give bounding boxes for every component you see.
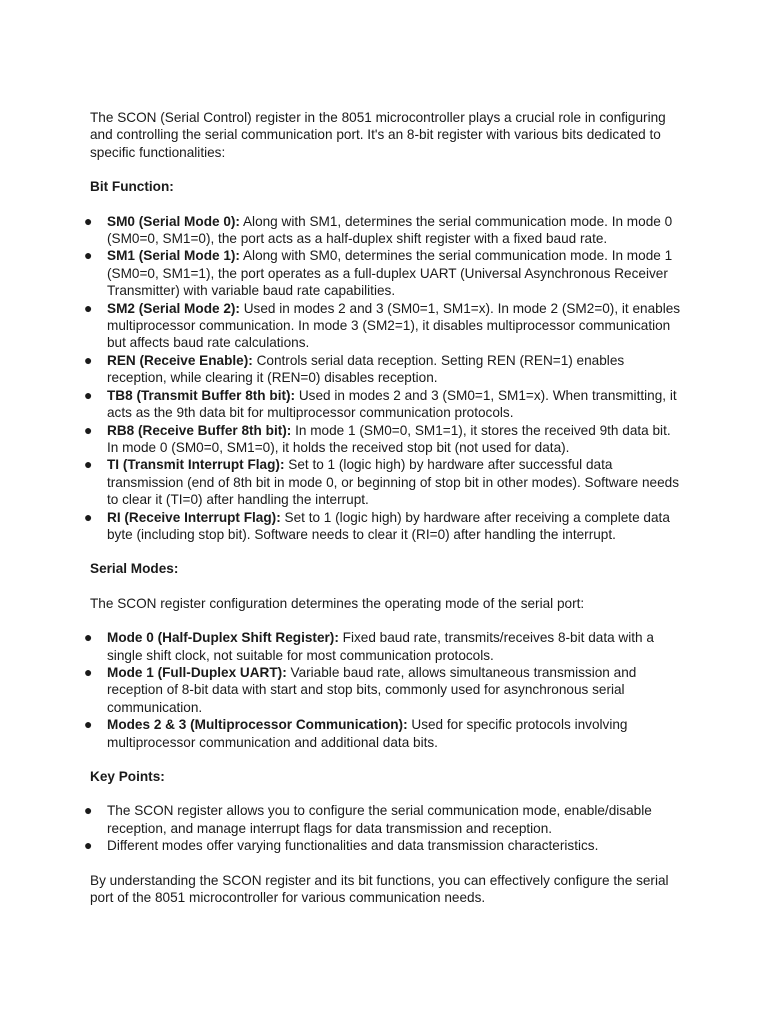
list-item-text: The SCON register allows you to configure the serial communication mode, enable/disable reception, and manage interrupt flags for data transmission and reception. bbox=[107, 803, 652, 836]
list-item bbox=[84, 456, 682, 508]
list-item-text: Along with SM0, determines the serial communication mode. In mode 1 (SM0=0, SM1=1), the port operates as a full-duplex UART (Universal Asynchronous Receiver Transmitter) with variable baud rate capabilities. bbox=[107, 248, 673, 299]
list-item bbox=[84, 351, 682, 387]
list-item bbox=[84, 508, 682, 544]
list-item bbox=[84, 421, 682, 457]
list-item-term: RB8 (Receive Buffer 8th bit): bbox=[107, 422, 292, 438]
list-item-text: Used for specific protocols involving multiprocessor communication and additional data bits. bbox=[107, 717, 628, 750]
list-item-term: Modes 2 & 3 (Multiprocessor Communication): bbox=[107, 717, 408, 733]
list-item-term: SM1 (Serial Mode 1): bbox=[107, 248, 240, 264]
bullet-icon: ● bbox=[84, 508, 93, 525]
list-item-term: SM2 (Serial Mode 2): bbox=[107, 300, 240, 316]
list-item bbox=[84, 386, 682, 422]
list-item-term: TI (Transmit Interrupt Flag): bbox=[107, 457, 285, 473]
list-item bbox=[84, 837, 682, 854]
list-item-text: Set to 1 (logic high) by hardware after successful data transmission (end of 8th bit in mode 0, or beginning of stop bit in other modes). Software needs to clear it (TI=0) after handling the interrupt. bbox=[107, 457, 680, 508]
bullet-icon: ● bbox=[84, 663, 93, 680]
list-item-term: Mode 1 (Full-Duplex UART): bbox=[107, 664, 287, 680]
bit-function-heading: Bit Function: bbox=[90, 179, 174, 195]
list-item-text: Different modes offer varying functionalities and data transmission characteristics. bbox=[107, 838, 599, 854]
list-item-term: SM0 (Serial Mode 0): bbox=[107, 213, 240, 229]
list-item-text: Used in modes 2 and 3 (SM0=1, SM1=x). In mode 2 (SM2=0), it enables multiprocessor communication. In mode 3 (SM2=1), it disables multiprocessor communication but affects baud rate calculations. bbox=[107, 300, 681, 351]
list-item bbox=[84, 212, 682, 248]
list-item bbox=[84, 663, 682, 716]
list-item bbox=[84, 802, 682, 837]
list-item-term: RI (Receive Interrupt Flag): bbox=[107, 509, 281, 525]
bullet-icon: ● bbox=[84, 351, 93, 368]
list-item-text: Set to 1 (logic high) by hardware after receiving a complete data byte (including stop bit). Software needs to clear it (RI=0) after handling the interrupt. bbox=[107, 509, 670, 542]
serial-modes-paragraph: The SCON register configuration determines the operating mode of the serial port: bbox=[90, 595, 585, 611]
bullet-icon: ● bbox=[84, 716, 93, 733]
list-item-text: Variable baud rate, allows simultaneous transmission and reception of 8-bit data with start and stop bits, commonly used for asynchronous serial communication. bbox=[107, 664, 637, 715]
list-item bbox=[84, 716, 682, 751]
list-item bbox=[84, 247, 682, 299]
list-item-text: In mode 1 (SM0=0, SM1=1), it stores the received 9th data bit. In mode 0 (SM0=0, SM1=0), it holds the received stop bit (not used for data). bbox=[107, 422, 671, 455]
list-item-term: TB8 (Transmit Buffer 8th bit): bbox=[107, 387, 296, 403]
intro-paragraph: The SCON (Serial Control) register in the 8051 microcontroller plays a crucial role in configuring and controlling the serial communication port. It's an 8-bit register with various bits dedicated to specific functionalities: bbox=[90, 110, 666, 160]
list-item bbox=[84, 629, 682, 664]
bullet-icon: ● bbox=[84, 421, 93, 438]
bullet-icon: ● bbox=[84, 802, 93, 819]
bit-function-list bbox=[84, 212, 682, 544]
bullet-icon: ● bbox=[84, 212, 93, 229]
list-item-text: Fixed baud rate, transmits/receives 8-bit data with a single shift clock, not suitable for most communication protocols. bbox=[107, 630, 654, 663]
key-points-list bbox=[84, 802, 682, 854]
list-item bbox=[84, 299, 682, 352]
list-item-text: Along with SM1, determines the serial communication mode. In mode 0 (SM0=0, SM1=0), the port acts as a half-duplex shift register with a fixed baud rate. bbox=[107, 213, 673, 247]
bullet-icon: ● bbox=[84, 456, 93, 473]
bullet-icon: ● bbox=[84, 299, 93, 316]
bullet-icon: ● bbox=[84, 247, 93, 264]
conclusion-paragraph: By understanding the SCON register and its bit functions, you can effectively configure the serial port of the 8051 microcontroller for various communication needs. bbox=[90, 872, 669, 906]
list-item-term: Mode 0 (Half-Duplex Shift Register): bbox=[107, 630, 339, 646]
serial-modes-list bbox=[84, 629, 682, 751]
key-points-heading: Key Points: bbox=[90, 769, 165, 784]
list-item-term: REN (Receive Enable): bbox=[107, 352, 253, 368]
bullet-icon: ● bbox=[84, 837, 93, 854]
list-item-text: Controls serial data reception. Setting REN (REN=1) enables reception, while clearing it (REN=0) disables reception. bbox=[107, 352, 625, 386]
bullet-icon: ● bbox=[84, 386, 93, 403]
bullet-icon: ● bbox=[84, 629, 93, 646]
list-item-text: Used in modes 2 and 3 (SM0=1, SM1=x). When transmitting, it acts as the 9th data bit for multiprocessor communication protocols. bbox=[107, 387, 677, 421]
serial-modes-heading: Serial Modes: bbox=[90, 561, 179, 577]
